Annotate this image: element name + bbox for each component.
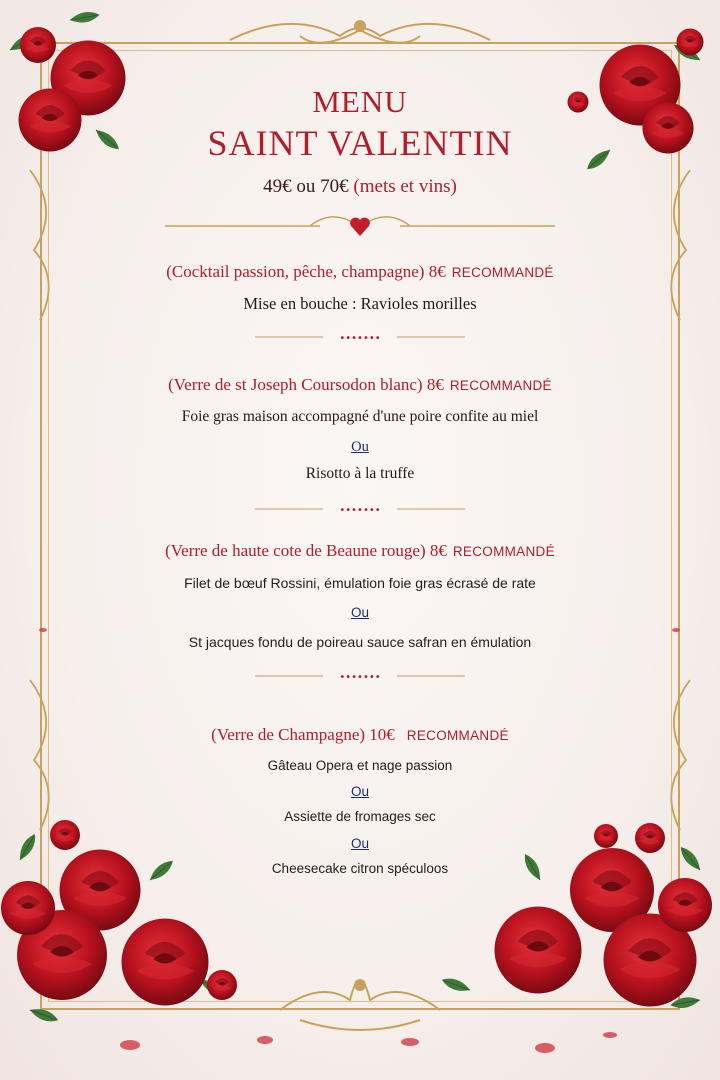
dish-item: Cheesecake citron spéculoos: [271, 861, 449, 876]
svg-text:•••••••: •••••••: [339, 672, 381, 683]
dish-item: Filet de bœuf Rossini, émulation foie gras écrasé de rate: [184, 575, 536, 591]
wine-pairing-1: [0, 262, 720, 282]
dish-item: Risotto à la truffe: [305, 465, 415, 482]
menu-title: MENU: [312, 84, 408, 119]
heart-icon: [350, 218, 370, 236]
recommended-badge: RECOMMANDÉ: [452, 544, 555, 559]
section-divider: [255, 333, 465, 344]
gold-flourish-icon: [230, 21, 490, 43]
wine-pairing-3: [0, 541, 720, 561]
gold-flourish-icon: [280, 980, 440, 1030]
dish-item: Mise en bouche : Ravioles morilles: [243, 294, 477, 313]
recommended-badge: RECOMMANDÉ: [449, 378, 552, 393]
menu-price: [0, 176, 720, 198]
section-divider: [255, 672, 465, 683]
wine-label: (Verre de st Joseph Coursodon blanc) 8€: [168, 375, 444, 394]
section-divider: [255, 505, 465, 516]
price-amount: 49€ ou 70€: [263, 176, 349, 197]
recommended-badge: RECOMMANDÉ: [406, 728, 509, 743]
wine-label: (Cocktail passion, pêche, champagne) 8€: [166, 262, 446, 281]
dish-item: Foie gras maison accompagné d'une poire confite au miel: [181, 408, 539, 425]
or-separator: Ou: [350, 836, 369, 851]
heart-divider: [165, 217, 555, 236]
svg-text:•••••••: •••••••: [339, 333, 381, 344]
svg-text:•••••••: •••••••: [339, 505, 381, 516]
wine-pairing-4: [0, 725, 720, 745]
price-note: (mets et vins): [353, 176, 457, 197]
or-separator: Ou: [350, 784, 369, 799]
dish-item: Gâteau Opera et nage passion: [267, 758, 453, 773]
or-separator: Ou: [350, 605, 369, 620]
wine-label: (Verre de Champagne) 10€: [211, 725, 395, 744]
dish-item: Assiette de fromages sec: [284, 809, 436, 824]
wine-pairing-2: [0, 375, 720, 395]
menu-subtitle: SAINT VALENTIN: [207, 123, 513, 163]
wine-label: (Verre de haute cote de Beaune rouge) 8€: [165, 541, 447, 560]
or-separator: Ou: [351, 439, 369, 455]
recommended-badge: RECOMMANDÉ: [451, 265, 554, 280]
dish-item: St jacques fondu de poireau sauce safran en émulation: [188, 634, 532, 650]
